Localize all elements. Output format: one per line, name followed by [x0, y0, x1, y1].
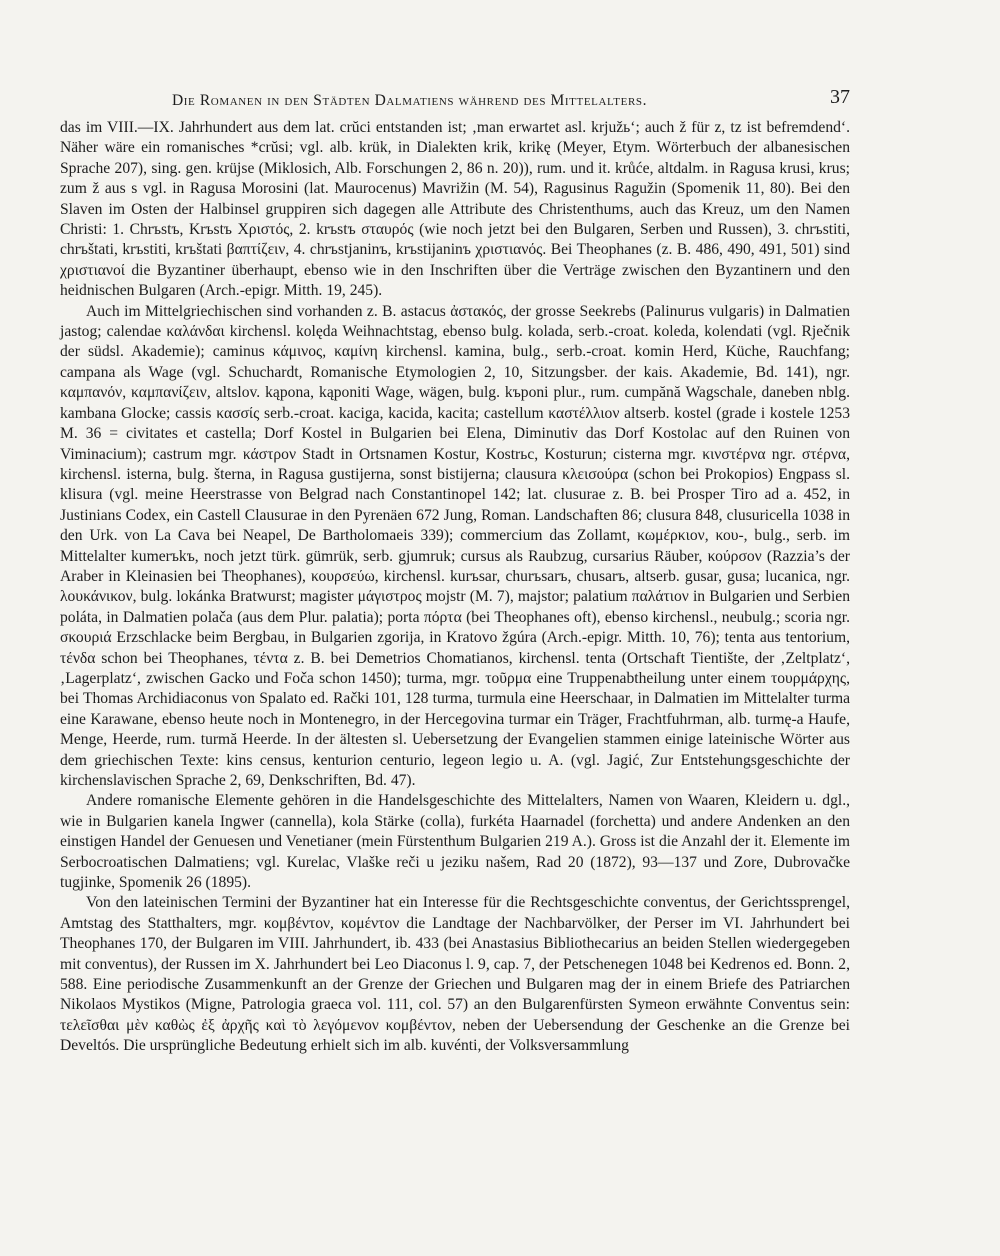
paragraph: Auch im Mittelgriechischen sind vorhanden z. B. astacus ἀστακός, der grosse Seekrebs (Palinurus vulgaris) in Dalmatien jastog; calendae καλάνδαι kirchensl. kolęda Weihnachtstag, ebenso bulg. kolada, serb.-croat. koleda, kolendati (vgl. Rječnik der südsl. Akademie); caminus κάμινος, καμίνη kirchensl. kamina, bulg., serb.-croat. komin Herd, Küche, Rauchfang; campana als Wage (vgl. Schuchardt, Romanische Etymologien 2, 10, Sitzungsber. der kais. Akademie, Bd. 141), ngr. καμπανόν, καμπανίζειν, altslov. kąpona, kąponiti Wage, wägen, bulg. kъponi plur., rum. cumpănă Wagschale, daneben nblg. kambana Glocke; cassis κασσίς serb.-croat. kaciga, kacida, kacita; castellum καστέλλιον altserb. kostel (grade i kostele 1253 M. 36 = civitates et castella; Dorf Kostel in Bulgarien bei Elena, Diminutiv das Dorf Kostolac auf den Ruinen von Viminacium); castrum mgr. κάστρον Stadt in Ortsnamen Kostur, Kostrьc, Kosturun; cisterna mgr. κινστέρνα ngr. στέρνα, kirchensl. isterna, bulg. šterna, in Ragusa gustijerna, sonst bistijerna; clausura κλεισούρα (schon bei Prokopios) Engpass sl. klisura (vgl. meine Heerstrasse von Belgrad nach Constantinopel 142; lat. clusurae z. B. bei Prosper Tiro ad a. 452, in Justinians Codex, ein Castell Clausurae in den Pyrenäen 672 Jung, Roman. Landschaften 86; clusura 848, clusuricella 1038 in den Urk. von La Cava bei Neapel, De Bartholomaeis 339); commercium das Zollamt, κωμέρκιον, κου-, bulg., serb. im Mittelalter kumerъkъ, noch jetzt türk. gümrük, serb. gjumruk; cursus als Raubzug, cursarius Räuber, κούρσον (Razzia’s der Araber in Kleinasien bei Theophanes), κουρσεύω, kirchensl. kurъsar, churъsarъ, chusarъ, altserb. gusar, gusa; lucanica, ngr. λουκάνικον, bulg. lokánka Bratwurst; magister μάγιστρος mojstr (M. 7), majstor; palatium παλάτιον in Bulgarien und Serbien poláta, in Dalmatien polača (aus dem Plur. palatia); porta πόρτα (bei Theophanes oft), ebenso kirchensl., neubulg.; scoria ngr. σκουριά Erzschlacke beim Bergbau, in Bulgarien zgorija, in Kratovo žgúra (Arch.-epigr. Mitth. 10, 76); tenta aus tentorium, τένδα schon bei Theophanes, τέντα z. B. bei Demetrios Chomatianos, kirchensl. tenta (Ortschaft Tientište, der ‚Zeltplatz‘, ‚Lagerplatz‘, zwischen Gacko und Foča schon 1450); turma, mgr. τοῦρμα eine Truppenabtheilung unter einem τουρμάρχης, bei Thomas Archidiaconus von Spalato ed. Rački 101, 128 turma, turmula eine Heerschaar, in Dalmatien im Mittelalter turma eine Karawane, ebenso heute noch in Montenegro, in der Hercegovina turmar ein Träger, Frachtfuhrman, alb. turmę-a Haufe, Menge, Heerde, rum. turmă Heerde. In der ältesten sl. Uebersetzung der Evangelien stammen einige lateinische Wörter aus dem griechischen Texte: kins census, kenturion centurio, legeon legio u. A. (vgl. Jagić, Zur Entstehungsgeschichte der kirchenslavischen Sprache 2, 69, Denkschriften, Bd. 47). [60, 302, 850, 789]
body-text [60, 118, 850, 1057]
page-number: 37 [830, 86, 850, 108]
paragraph-continuation: das im VIII.—IX. Jahrhundert aus dem lat. crŭci entstanden ist; ‚man erwartet asl. krjužь‘; auch ž für z, tz ist befremdend‘. Näher wäre ein romanisches *crŭsi; vgl. alb. krük, in Dialekten krik, krikę (Meyer, Etym. Wörterbuch der albanesischen Sprache 207), sing. gen. krüjse (Miklosich, Alb. Forschungen 2, 86 n. 20)), rum. und it. krůće, altdalm. in Ragusa krusi, krus; zum ž aus s vgl. in Ragusa Morosini (lat. Maurocenus) Mavrižin (M. 54), Ragusinus Ragužin (Spomenik 11, 80). Bei den Slaven im Osten der Halbinsel gruppiren sich dagegen alle Attribute des Christenthums, auch das Kreuz, um den Namen Christi: 1. Chrъstъ, Krъstъ Χριστός, 2. krъstъ σταυρός (wie noch jetzt bei den Bulgaren, Serben und Russen), 3. chrъstiti, chrъštati, krъstiti, krъštati βαπτίζειν, 4. chrъstjaninъ, krъstijaninъ χριστιανός. Bei Theophanes (z. B. 486, 490, 491, 501) sind χριστιανοί die Byzantiner überhaupt, ebenso wie in den Inschriften über die Verträge zwischen den Byzantinern und den heidnischen Bulgaren (Arch.-epigr. Mitth. 19, 245). [60, 119, 850, 300]
paragraph: Andere romanische Elemente gehören in die Handelsgeschichte des Mittelalters, Namen von Waaren, Kleidern u. dgl., wie in Bulgarien kanela Ingwer (cannella), kola Stärke (colla), furkéta Haarnadel (forchetta) und andere Andenken an den einstigen Handel der Genuesen und Venetianer (mein Fürstenthum Bulgarien 219 A.). Gross ist die Anzahl der it. Elemente im Serbocroatischen Dalmatiens; vgl. Kurelac, Vlaške reči u jeziku našem, Rad 20 (1872), 93—137 und Zore, Dubrovačke tugjinke, Spomenik 26 (1895). [60, 792, 850, 892]
paragraph: Von den lateinischen Termini der Byzantiner hat ein Interesse für die Rechtsgeschichte conventus, der Gerichtssprengel, Amtstag des Statthalters, mgr. κομβέντον, κομέντον die Landtage der Nachbarvölker, der Perser im VI. Jahrhundert bei Theophanes 170, der Bulgaren im VIII. Jahrhundert, ib. 433 (bei Anastasius Bibliothecarius an beiden Stellen wiedergegeben mit conventus), der Russen im X. Jahrhundert bei Leo Diaconus l. 9, cap. 7, der Petschenegen 1048 bei Kedrenos ed. Bonn. 2, 588. Eine periodische Zusammenkunft an der Grenze der Griechen und Bulgaren mag der in einem Briefe des Patriarchen Nikolaos Mystikos (Migne, Patrologia graeca vol. 111, col. 57) an den Bulgarenfürsten Symeon erwähnte Conventus sein: τελεῖσθαι μὲν καθὼς ἐξ ἀρχῆς καὶ τὸ λεγόμενον κομβέντον, neben der Uebersendung der Geschenke an die Grenze bei Develtós. Die ursprüngliche Bedeutung erhielt sich im alb. kuvénti, der Volksversammlung [60, 894, 850, 1055]
running-title: Die Romanen in den Städten Dalmatiens während des Mittelalters. [172, 92, 648, 109]
